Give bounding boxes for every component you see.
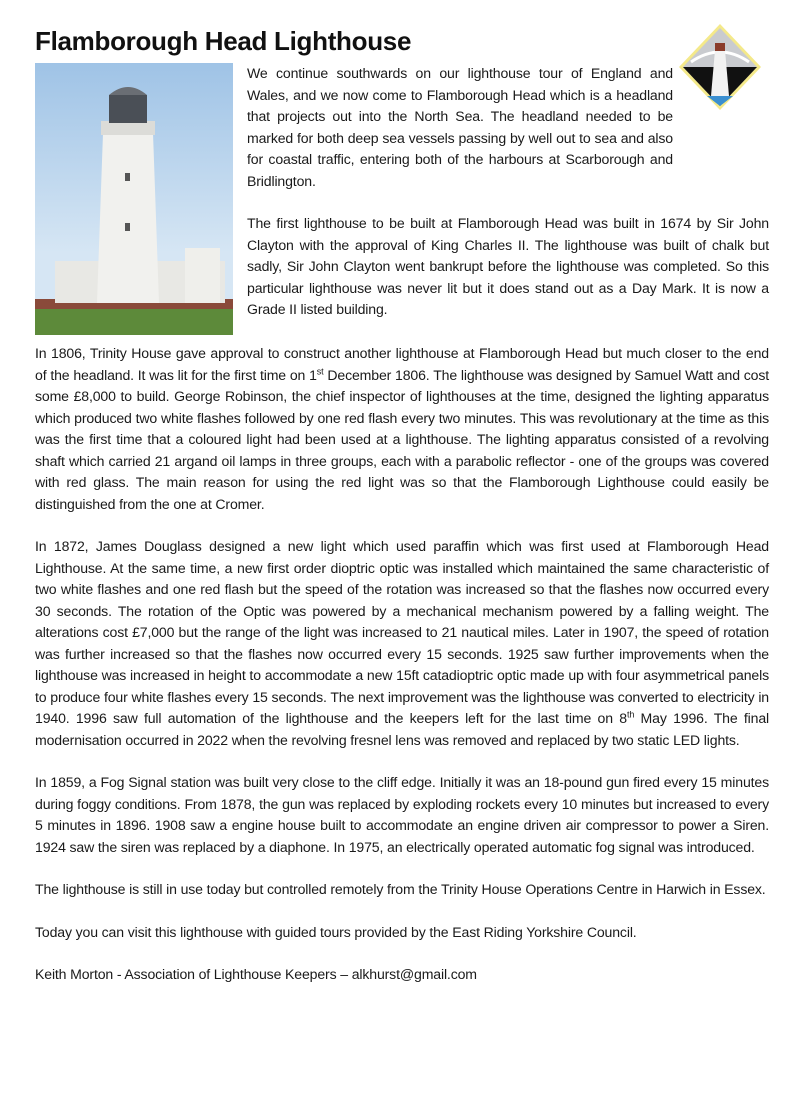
association-logo [677, 22, 763, 112]
p4-sup: th [626, 709, 635, 720]
p4-text-a: In 1872, James Douglass designed a new light which used paraffin which was first used at Flamborough Head Lighthouse. At the same time, a new first order dioptric optic was installed which maintained the same characteristic of two white flashes and one red flash but the speed of the rotation was increased so that the flashes now occurred every 30 seconds. The rotation of the Optic was powered by a mechanical mechanism powered by a falling weight. The alterations cost £7,000 but the range of the light was increased to 21 nautical miles. Later in 1907, the speed of rotation was further increased so that the flashes now occurred every 15 seconds. 1925 saw further improvements when the lighthouse was increased in height to accommodate a new 15ft catadioptric optic made up with four asymmetrical panels to produce four white flashes every 15 seconds. The next improvement was the lighthouse was converted to electricity in 1940. 1996 saw full automation of the lighthouse and the keepers left for the last time on 8 [35, 538, 769, 726]
paragraph-1806 [35, 343, 769, 515]
paragraph-intro: We continue southwards on our lighthouse tour of England and Wales, and we now come to Flamborough Head which is a headland that projects out into the North Sea. The headland needed to be marked for both deep sea vessels passing by well out to sea and also for coastal traffic, entering both of the harbours at Scarborough and Bridlington. [247, 65, 673, 189]
paragraph-still-in-use: The lighthouse is still in use today but controlled remotely from the Trinity House Operations Centre in Harwich in Essex. [35, 881, 766, 897]
paragraph-fog-signal: In 1859, a Fog Signal station was built very close to the cliff edge. Initially it was an 18-pound gun fired every 15 minutes during foggy conditions. From 1878, the gun was replaced by exploding rockets every 10 minutes but increased to every 5 minutes in 1896. 1908 saw a engine house built to accommodate an engine driven air compressor to power a Siren. 1924 saw the siren was replaced by a diaphone. In 1975, an electrically operated automatic fog signal was introduced. [35, 774, 769, 855]
article [35, 24, 769, 1007]
lighthouse-image [35, 63, 233, 335]
lighthouse-photo [35, 63, 233, 335]
author-footer: Keith Morton - Association of Lighthouse Keepers – alkhurst@gmail.com [35, 966, 477, 982]
paragraph-1872 [35, 536, 769, 751]
paragraph-first-lighthouse: The first lighthouse to be built at Flamborough Head was built in 1674 by Sir John Clayton with the approval of King Charles II. The lighthouse was built of chalk but sadly, Sir John Clayton went bankrupt before the lighthouse was completed. So this particular lighthouse was never lit but it does stand out as a Day Mark. It is now a Grade II listed building. [247, 215, 769, 317]
p3-text-a: In 1806, Trinity House gave approval to construct another lighthouse at Flamborough Head but much closer to the end of the headland. It was lit for the first time on 1 [35, 345, 769, 383]
p3-sup: st [316, 365, 324, 376]
p3-text-b: December 1806. The lighthouse was designed by Samuel Watt and cost some £8,000 to build. George Robinson, the chief inspector of lighthouses at the time, designed the lighting apparatus which produced two white flashes followed by one red flash every two minutes. This was revolutionary at the time as this was the first time that a coloured light had been used at a lighthouse. The lighting apparatus consisted of a revolving shaft which carried 21 argand oil lamps in three groups, each with a parabolic reflector - one of the groups was covered with red glass. The main reason for using the red light was so that the Flamborough Lighthouse could easily be distinguished from the one at Cromer. [35, 366, 769, 512]
p4-text-b: May 1996. The final modernisation occurred in 2022 when the revolving fresnel lens was removed and replaced by two static LED lights. [35, 710, 769, 748]
paragraph-visit: Today you can visit this lighthouse with guided tours provided by the East Riding Yorkshire Council. [35, 923, 637, 940]
page-title: Flamborough Head Lighthouse [35, 26, 412, 56]
